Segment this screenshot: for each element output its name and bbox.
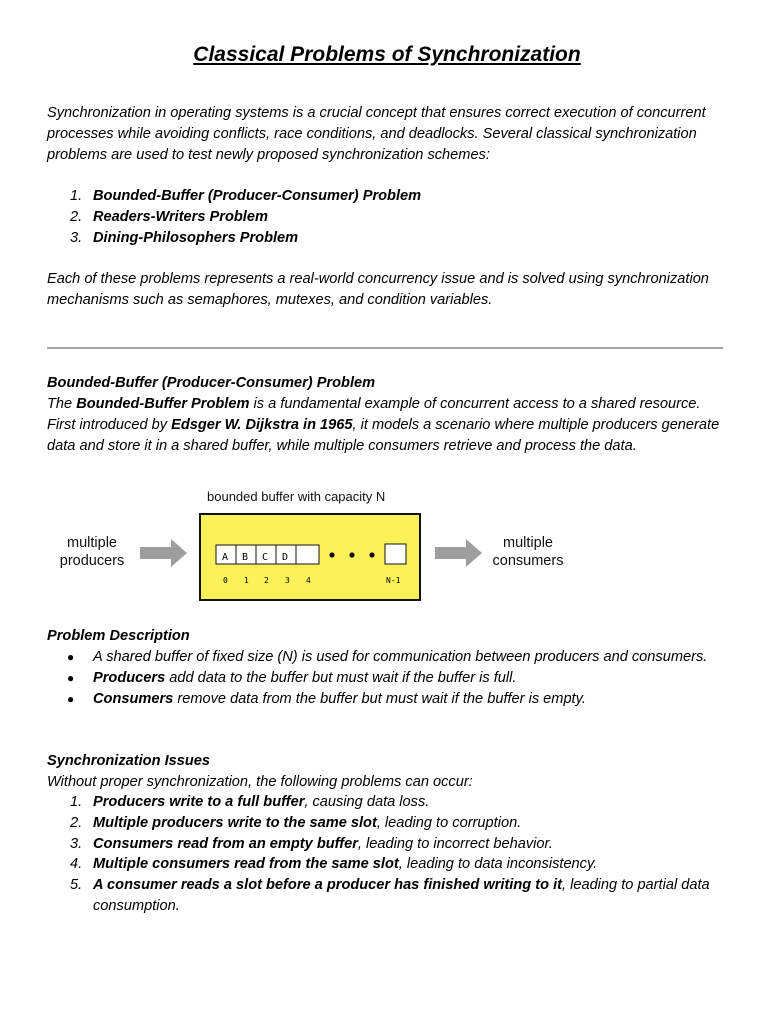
problem-label: Dining-Philosophers Problem	[93, 229, 299, 246]
bullet-icon: ●	[67, 691, 75, 706]
intro-paragraph: Synchronization in operating systems is a crucial concept that ensures correct execution of concurrent processes while avoiding conflicts, race conditions, and deadlocks. Several classical synchronization problems are used to test newly proposed synchronization schemes:	[47, 105, 706, 163]
cell-index: 0	[223, 576, 228, 585]
bullet-icon: ●	[67, 650, 75, 664]
bold-term: Edsger W. Dijkstra in 1965	[171, 416, 353, 433]
bounded-buffer-diagram	[47, 484, 727, 610]
bold-term: Bounded-Buffer Problem	[76, 396, 250, 412]
bold-term: Producers	[93, 669, 166, 686]
item-text: , causing data loss.	[304, 794, 430, 810]
list-number: 2.	[70, 208, 83, 225]
item-text: , leading to incorrect behavior.	[357, 835, 553, 852]
cell-index: 4	[306, 576, 311, 585]
problem-description-heading: Problem Description	[47, 628, 190, 644]
consumers-label	[484, 534, 572, 570]
bold-term: A consumer reads a slot before a producer has finished writing to it	[93, 877, 562, 894]
sync-issues-heading: Synchronization Issues	[47, 753, 211, 769]
list-number: 1.	[70, 188, 83, 204]
producers-label	[52, 534, 132, 570]
diagram-caption: bounded buffer with capacity N	[207, 489, 386, 504]
ellipsis-dot	[369, 552, 374, 557]
item-text: , leading to partial data consumption.	[93, 877, 710, 914]
cell-index-last: N-1	[386, 576, 401, 585]
list-number: 3.	[70, 835, 83, 852]
buffer-cell-last	[385, 544, 406, 564]
bold-term: Producers write to a full buffer	[93, 794, 305, 810]
sync-issues-list	[47, 792, 727, 917]
list-item	[47, 689, 727, 710]
cell-label: B	[242, 552, 249, 563]
list-item	[47, 207, 727, 228]
bounded-buffer-heading: Bounded-Buffer (Producer-Consumer) Problem	[47, 375, 376, 391]
list-item	[47, 668, 727, 689]
intro-closing: Each of these problems represents a real-world concurrency issue and is solved using synchronization mechanisms such as semaphores, mutexes, and condition variables.	[47, 271, 709, 308]
bullet-text: A shared buffer of fixed size (N) is used for communication between producers and consumers.	[93, 649, 708, 665]
bold-term: Multiple producers write to the same slot	[93, 814, 377, 831]
bold-term: Consumers read from an empty buffer	[93, 835, 358, 852]
list-item	[47, 834, 727, 855]
text-run: The	[47, 396, 77, 412]
label-line: consumers	[492, 553, 564, 569]
item-text: , leading to corruption.	[376, 814, 522, 831]
ellipsis-dot	[349, 552, 354, 557]
section-divider	[47, 347, 723, 349]
problem-description-list	[47, 647, 727, 709]
bullet-icon: ●	[67, 670, 75, 685]
text-run: , it models a scenario where multiple producers generate data and store it in a shared buffer, while multiple consumers retrieve and process the data.	[47, 416, 720, 454]
producer-arrow-icon	[140, 539, 187, 567]
cell-index: 3	[285, 576, 290, 585]
page-title: Classical Problems of Synchronization	[193, 43, 581, 66]
label-line: multiple	[503, 535, 553, 551]
problems-list	[47, 186, 727, 248]
consumer-arrow-icon	[435, 539, 482, 567]
label-line: multiple	[67, 535, 117, 551]
list-number: 2.	[70, 814, 83, 831]
list-item	[47, 186, 727, 207]
buffer-cell	[296, 545, 319, 564]
list-item	[47, 647, 727, 668]
problem-label: Bounded-Buffer (Producer-Consumer) Problem	[93, 188, 422, 204]
list-item	[47, 875, 727, 917]
cell-label: C	[262, 552, 269, 563]
problem-label: Readers-Writers Problem	[93, 208, 268, 225]
cell-label: A	[222, 552, 229, 563]
ellipsis-dot	[329, 552, 334, 557]
bounded-buffer-paragraph	[47, 394, 727, 456]
cell-index: 2	[264, 576, 269, 585]
text-run: is a fundamental example of concurrent access to a shared resource. First introduced by	[47, 396, 701, 433]
cell-label: D	[282, 552, 289, 563]
cell-index: 1	[244, 576, 249, 585]
list-item	[47, 792, 727, 813]
list-number: 3.	[70, 229, 83, 246]
label-line: producers	[59, 553, 125, 569]
item-text: , leading to data inconsistency.	[398, 856, 598, 873]
sync-issues-intro: Without proper synchronization, the following problems can occur:	[47, 774, 473, 790]
list-item	[47, 813, 727, 834]
bold-term: Multiple consumers read from the same slot	[93, 856, 399, 873]
list-number: 5.	[70, 877, 83, 894]
bold-term: Consumers	[93, 690, 174, 707]
bullet-text: remove data from the buffer but must wait if the buffer is empty.	[173, 690, 586, 707]
list-number: 4.	[70, 856, 83, 873]
list-item	[47, 854, 727, 875]
list-item	[47, 228, 727, 249]
bullet-text: add data to the buffer but must wait if the buffer is full.	[165, 669, 517, 686]
list-number: 1.	[70, 794, 83, 810]
